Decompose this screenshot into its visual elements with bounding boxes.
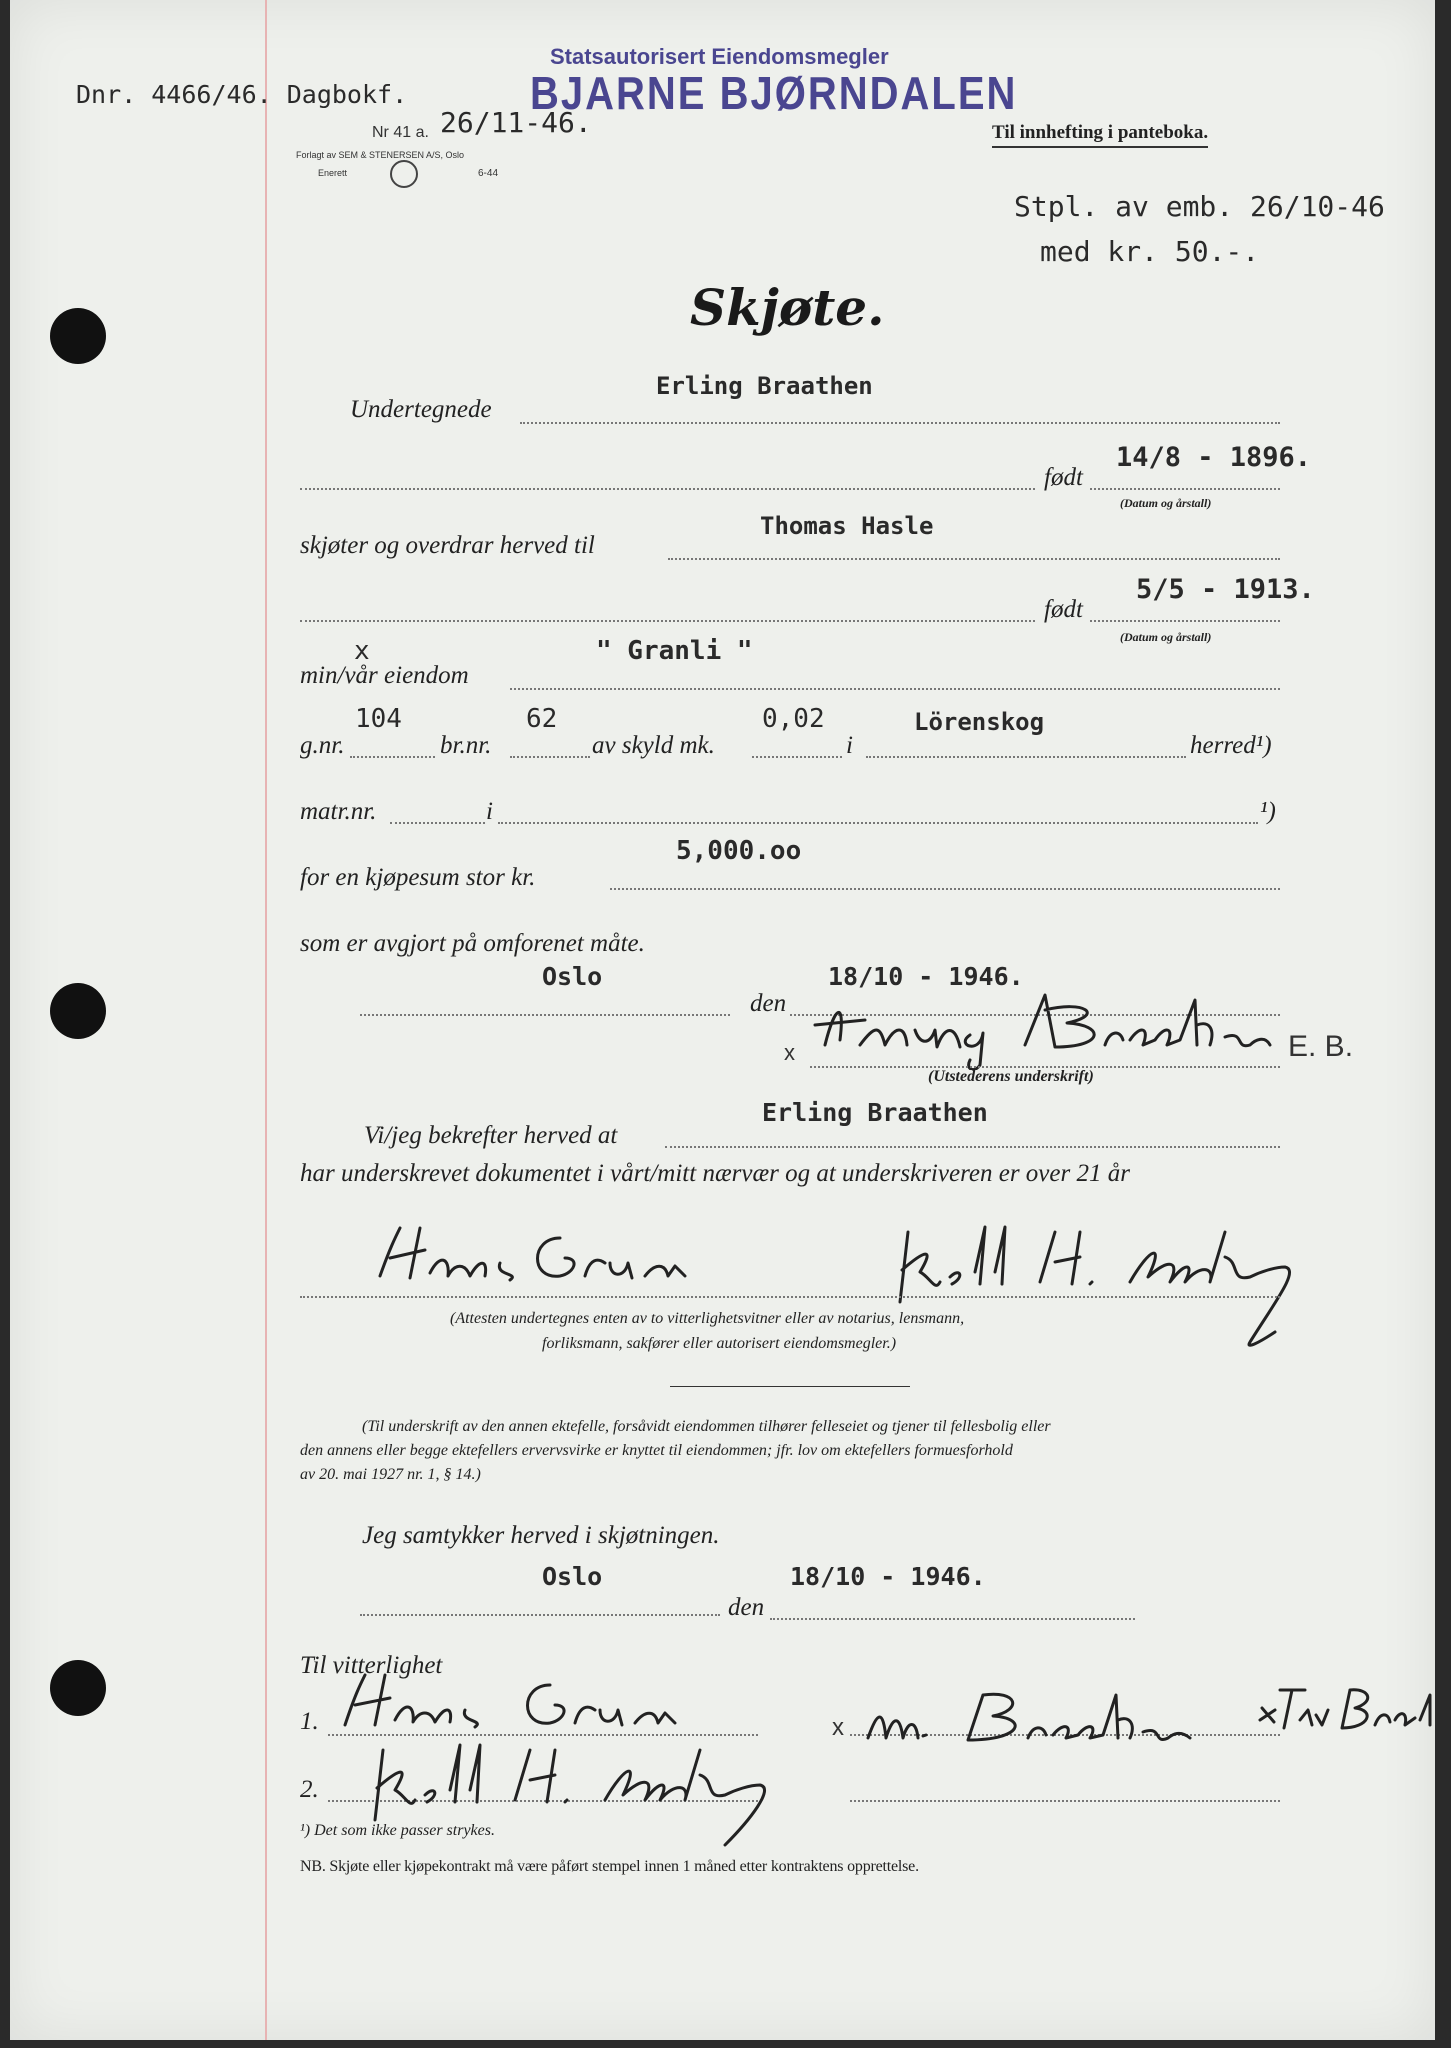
stamp-title: Statsautorisert Eiendomsmegler (550, 44, 889, 69)
stamp-duty-amount: med kr. 50.-. (1040, 235, 1260, 268)
bnr-label: br.nr. (440, 732, 492, 759)
seller-label: Undertegnede (350, 396, 492, 423)
publisher-edition: 6-44 (478, 168, 499, 179)
consent-den-label: den (728, 1594, 765, 1621)
signer-x-mark: x (784, 1040, 795, 1065)
gnr-label: g.nr. (300, 732, 345, 759)
punch-hole (50, 983, 106, 1039)
spouse-note-2: den annens eller begge ektefellers ervervsvirke er knyttet til eiendommen; jfr. lov om ektefellers formuesforhold (300, 1442, 1013, 1459)
footnote-nb: NB. Skjøte eller kjøpekontrakt må være påført stempel innen 1 måned etter kontraktens opprettelse. (300, 1858, 919, 1875)
price-amount: 5,000.oo (676, 836, 802, 866)
matr-footnote-mark: ¹) (1260, 798, 1276, 825)
seller-born-label: født (1044, 464, 1083, 491)
signing-den-label: den (750, 990, 787, 1017)
buyer-label: skjøter og overdrar herved til (300, 532, 595, 559)
seller-birthdate: 14/8 - 1896. (1116, 442, 1312, 473)
consent-place: Oslo (542, 1562, 603, 1591)
gnr-value: 104 (355, 704, 402, 734)
document-page (10, 0, 1435, 2040)
spouse-signature-2 (1250, 1680, 1445, 1740)
publisher-logo-icon (390, 160, 418, 188)
tinglysing-note: Til innhefting i panteboka. (992, 122, 1208, 148)
buyer-name: Thomas Hasle (760, 512, 934, 540)
dnr-text: Dnr. 4466/46. Dagbokf. (76, 80, 408, 109)
signer-hint: (Utstederens underskrift) (928, 1068, 1094, 1085)
signing-date: 18/10 - 1946. (828, 962, 1024, 991)
publisher-enerett: Enerett (318, 168, 348, 178)
signing-place: Oslo (542, 962, 603, 991)
consent-x-mark: x (832, 1714, 844, 1741)
consent-text: Jeg samtykker herved i skjøtningen. (362, 1522, 720, 1549)
buyer-born-label: født (1044, 596, 1083, 623)
property-name: " Granli " (596, 636, 753, 666)
stamp-duty-note: Stpl. av emb. 26/10-46 (1014, 190, 1385, 223)
property-mark: x (354, 636, 370, 666)
seller-signature (805, 985, 1325, 1070)
signer-initials: E. B. (1288, 1030, 1354, 1063)
stamp-name: BJARNE BJØRNDALEN (530, 68, 1018, 120)
consent-date: 18/10 - 1946. (790, 1562, 986, 1591)
matr-label: matr.nr. (300, 798, 377, 825)
witness-1-signature-bottom (330, 1660, 750, 1740)
margin-line (265, 0, 267, 2040)
skyld-label: av skyld mk. (592, 732, 715, 759)
municipality-i-label: i (846, 732, 853, 759)
property-label: min/vår eiendom (300, 662, 469, 689)
attestation-text: har underskrevet dokumentet i vårt/mitt nærvær og at underskriveren er over 21 år (300, 1160, 1130, 1187)
form-number: Nr 41 a. (372, 124, 429, 141)
spouse-signature (858, 1690, 1278, 1750)
witness-signature-1 (370, 1218, 710, 1298)
document-title: Skjøte. (690, 278, 885, 337)
attestation-name: Erling Braathen (762, 1098, 988, 1127)
seller-name: Erling Braathen (656, 372, 873, 400)
skyld-value: 0,02 (762, 704, 825, 734)
publisher-line: Forlagt av SEM & STENERSEN A/S, Oslo (296, 150, 465, 160)
witness-number-2: 2. (300, 1776, 319, 1803)
municipality-value: Lörenskog (914, 708, 1045, 736)
price-label: for en kjøpesum stor kr. (300, 864, 536, 891)
punch-hole (50, 308, 106, 364)
witness-number-1: 1. (300, 1708, 319, 1735)
attestation-label: Vi/jeg bekrefter herved at (364, 1122, 618, 1149)
herred-label: herred¹) (1190, 732, 1272, 759)
buyer-date-hint: (Datum og årstall) (1120, 630, 1212, 644)
attestation-note-2: forliksmann, sakfører eller autorisert eiendomsmegler.) (542, 1335, 897, 1352)
punch-hole (50, 1660, 106, 1716)
attestation-note-1: (Attesten undertegnes enten av to vitterlighetsvitner eller av notarius, lensmann, (450, 1310, 965, 1327)
price-settled-text: som er avgjort på omforenet måte. (300, 930, 645, 957)
registration-date: 26/11-46. (440, 106, 592, 139)
witness-label: Til vitterlighet (300, 1652, 443, 1679)
spouse-note-3: av 20. mai 1927 nr. 1, § 14.) (300, 1466, 481, 1483)
spouse-note-1: (Til underskrift av den annen ektefelle, forsåvidt eiendommen tilhører felleseiet og tjener til fellesbolig eller (362, 1418, 1051, 1435)
buyer-birthdate: 5/5 - 1913. (1136, 574, 1315, 605)
footnote-1: ¹) Det som ikke passer strykes. (300, 1822, 495, 1839)
seller-date-hint: (Datum og årstall) (1120, 496, 1212, 510)
bnr-value: 62 (526, 704, 558, 734)
matr-i-label: i (486, 798, 493, 825)
